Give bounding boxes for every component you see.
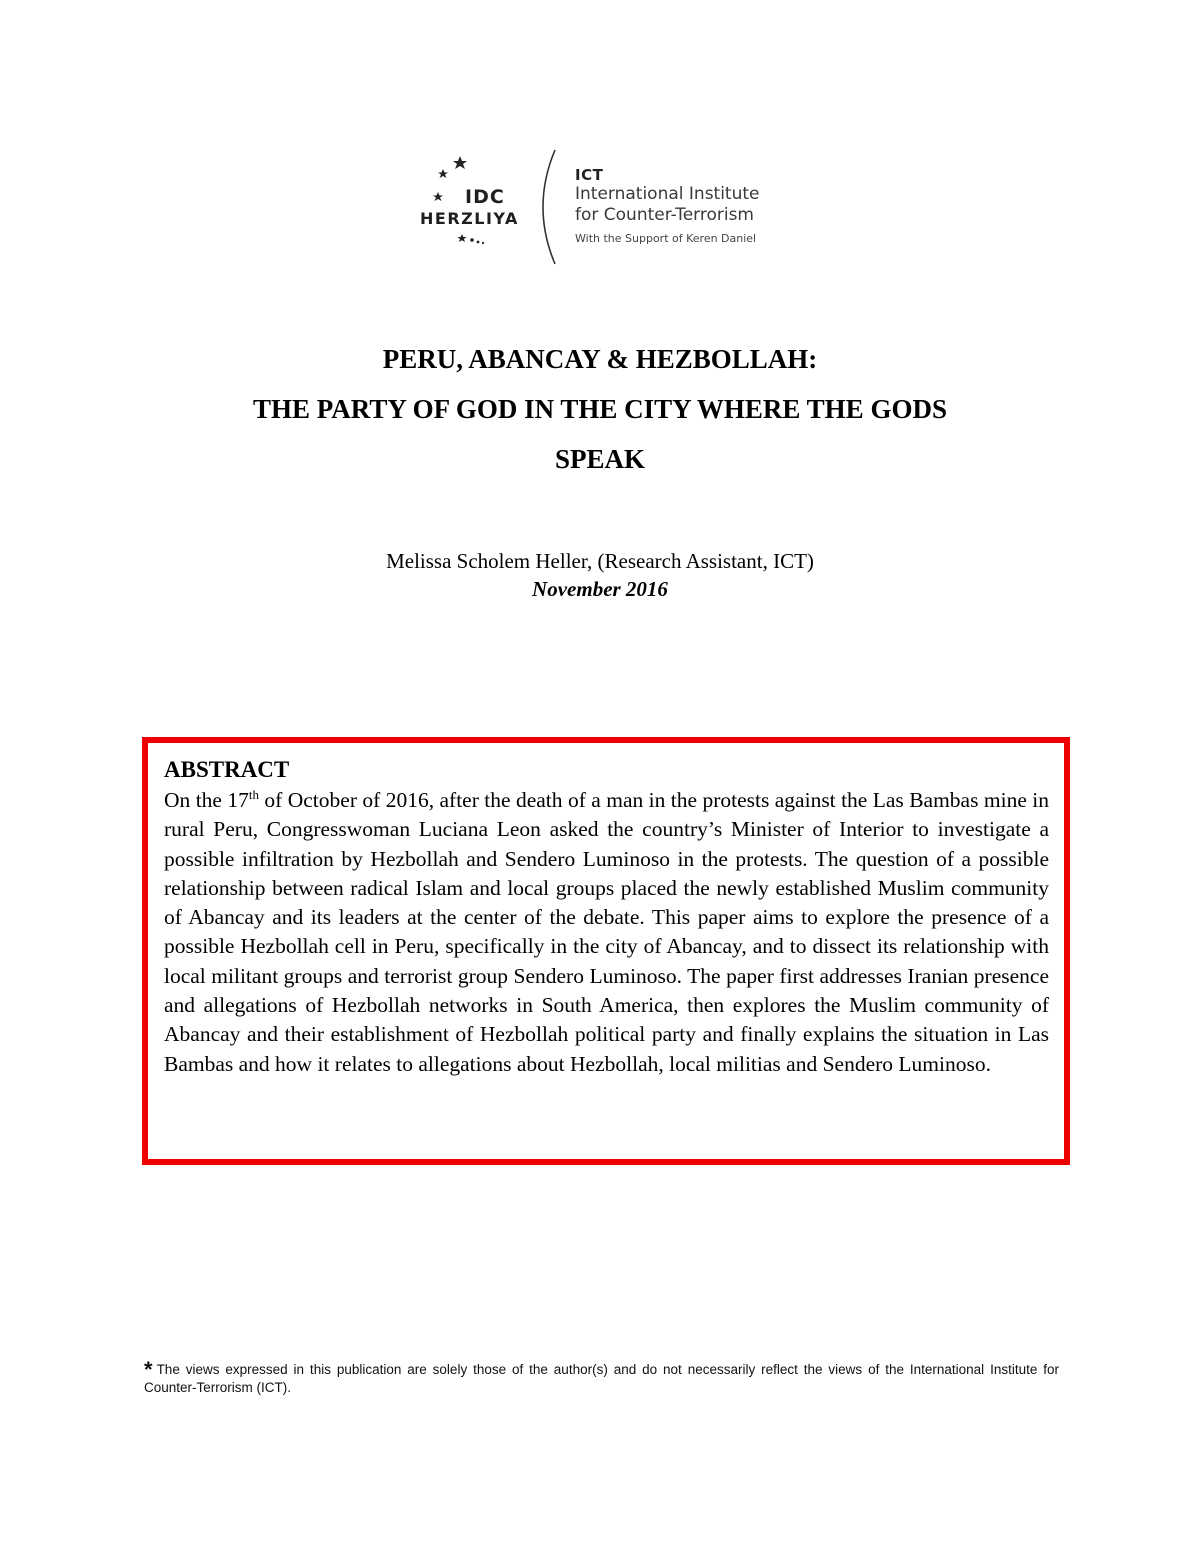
page-title bbox=[0, 334, 1200, 484]
author-line: Melissa Scholem Heller, (Research Assistant, ICT) bbox=[386, 549, 814, 573]
logo bbox=[420, 148, 805, 268]
ict-logo-mark: ICT bbox=[575, 166, 604, 184]
ict-logo-line1: International Institute bbox=[575, 184, 760, 204]
abstract-body-text: of October of 2016, after the death of a man in the protests against the Las Bambas mine in rural Peru, Congresswoman Luciana Leon asked the country’s Minister of Interior to investigate a possible infiltration by Hezbollah and Sendero Luminoso in the protests. The question of a possible relationship between radical Islam and local groups placed the newly established Muslim community of Abancay and its leaders at the center of the debate. This paper aims to explore the presence of a possible Hezbollah cell in Peru, specifically in the city of Abancay, and to dissect its relationship with local militant groups and terrorist group Sendero Luminoso. The paper first addresses Iranian presence and allegations of Hezbollah networks in South America, then explores the Muslim community of Abancay and their establishment of Hezbollah political party and finally explains the situation in Las Bambas and how it relates to allegations about Hezbollah, local militias and Sendero Luminoso. bbox=[164, 788, 1050, 1076]
footnote bbox=[144, 1357, 1059, 1397]
abstract-heading: ABSTRACT bbox=[164, 757, 290, 782]
ict-logo-line2: for Counter-Terrorism bbox=[575, 205, 754, 225]
idc-logo-text bbox=[420, 186, 519, 228]
footnote-text: The views expressed in this publication are solely those of the author(s) and do not necessarily reflect the views of the International Institute for Counter-Terrorism (ICT). bbox=[144, 1362, 1059, 1395]
title-line-2: THE PARTY OF GOD IN THE CITY WHERE THE GODS bbox=[253, 394, 947, 424]
logo-divider-icon bbox=[533, 148, 563, 266]
footnote-mark: * bbox=[144, 1357, 153, 1382]
abstract-intro: On the 17 bbox=[164, 788, 249, 812]
abstract-text bbox=[164, 786, 1049, 1079]
abstract-box bbox=[142, 737, 1070, 1165]
ict-logo-support: With the Support of Keren Daniel bbox=[575, 232, 757, 245]
ict-logo-text bbox=[575, 166, 760, 245]
idc-logo-line2: HERZLIYA bbox=[420, 209, 519, 228]
abstract-ordinal-suffix: th bbox=[248, 786, 259, 802]
publication-date: November 2016 bbox=[532, 577, 668, 601]
idc-logo-line1: IDC bbox=[465, 186, 505, 208]
title-line-1: PERU, ABANCAY & HEZBOLLAH: bbox=[382, 344, 818, 374]
title-line-3: SPEAK bbox=[554, 444, 646, 474]
